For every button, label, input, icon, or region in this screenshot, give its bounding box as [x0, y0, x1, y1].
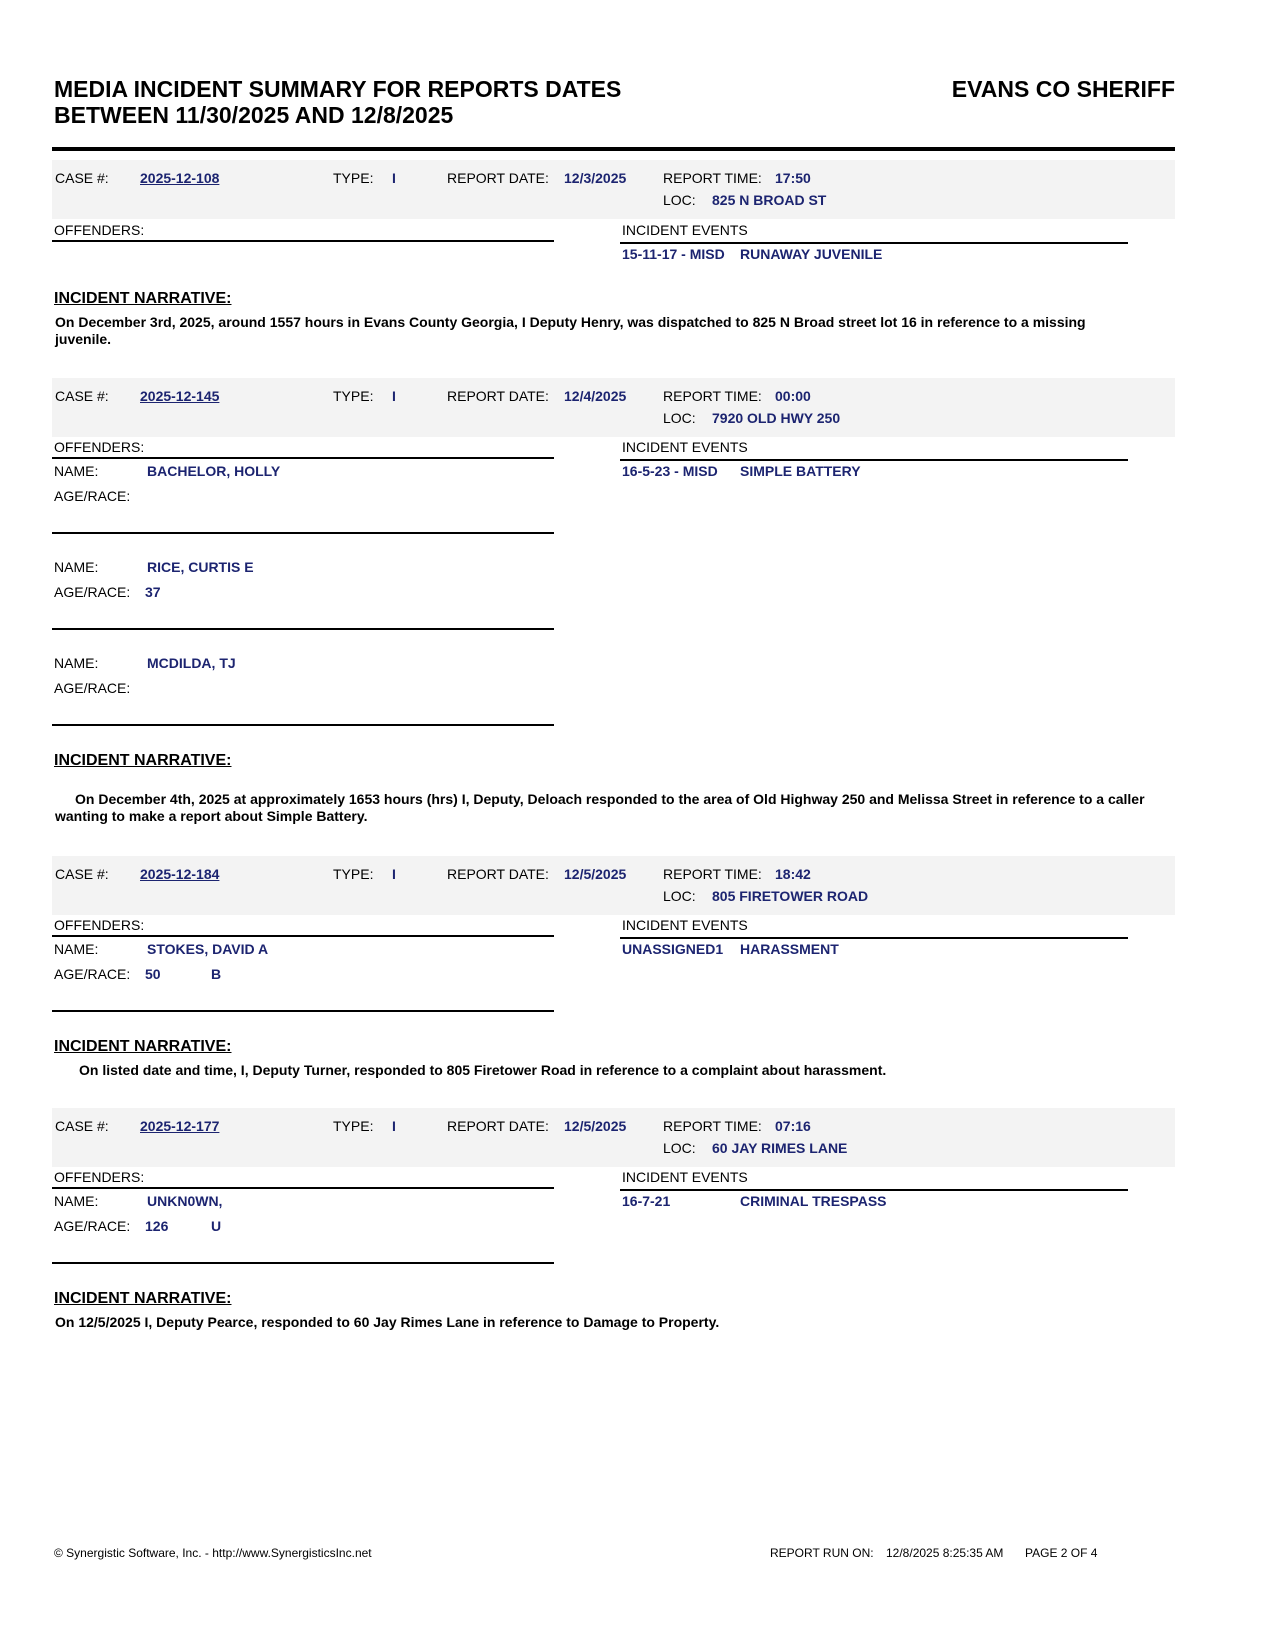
report-date-value: 12/5/2025	[564, 866, 627, 882]
offenders-rule	[52, 457, 554, 459]
event-description: RUNAWAY JUVENILE	[740, 246, 883, 262]
events-rule	[620, 1189, 1128, 1191]
case-number-label: CASE #:	[55, 170, 109, 186]
report-date-label: REPORT DATE:	[447, 866, 549, 882]
narrative-text: On December 4th, 2025 at approximately 1653 hours (hrs) I, Deputy, Deloach responded to the area of Old Highway 250 and Melissa Street in reference to a caller wanting to make a report about Simple Battery.	[55, 791, 1145, 824]
narrative-heading: INCIDENT NARRATIVE:	[54, 290, 232, 307]
offender-rule	[52, 628, 554, 630]
report-time-value: 07:16	[775, 1118, 811, 1134]
offenders-label: OFFENDERS:	[54, 439, 145, 455]
event-code: 16-5-23 - MISD	[622, 463, 718, 479]
report-date-value: 12/5/2025	[564, 1118, 627, 1134]
event-code: 15-11-17 - MISD	[622, 246, 725, 262]
offenders-rule	[52, 1187, 554, 1189]
offenders-label: OFFENDERS:	[54, 917, 145, 933]
narrative-heading: INCIDENT NARRATIVE:	[54, 752, 232, 769]
offender-name-label: NAME:	[54, 463, 99, 479]
offender-rule	[52, 1262, 554, 1264]
offenders-label: OFFENDERS:	[54, 222, 145, 238]
incident-events-label: INCIDENT EVENTS	[622, 917, 748, 933]
type-value: I	[392, 388, 396, 404]
report-time-label: REPORT TIME:	[663, 388, 762, 404]
offender-rule	[52, 532, 554, 534]
type-value: I	[392, 866, 396, 882]
report-title-line1: MEDIA INCIDENT SUMMARY FOR REPORTS DATES	[54, 76, 622, 102]
incident-events-label: INCIDENT EVENTS	[622, 439, 748, 455]
type-label: TYPE:	[333, 1118, 374, 1134]
offender-age-race-label: AGE/RACE:	[54, 584, 131, 600]
location-label: LOC:	[663, 192, 696, 208]
offenders-label: OFFENDERS:	[54, 1169, 145, 1185]
offender-race: U	[211, 1218, 222, 1234]
case-header-band	[52, 856, 1175, 915]
case-number-link[interactable]: 2025-12-145	[140, 388, 220, 404]
case-header-band	[52, 160, 1175, 219]
location-label: LOC:	[663, 410, 696, 426]
case-number-label: CASE #:	[55, 1118, 109, 1134]
incident-events-label: INCIDENT EVENTS	[622, 222, 748, 238]
event-code: 16-7-21	[622, 1193, 671, 1209]
header-rule	[52, 147, 1175, 151]
report-date-value: 12/4/2025	[564, 388, 627, 404]
location-value: 825 N BROAD ST	[712, 192, 827, 208]
offender-name-label: NAME:	[54, 941, 99, 957]
report-time-value: 18:42	[775, 866, 811, 882]
events-rule	[620, 242, 1128, 244]
offender-age-race-label: AGE/RACE:	[54, 680, 131, 696]
report-time-value: 17:50	[775, 170, 811, 186]
report-time-label: REPORT TIME:	[663, 170, 762, 186]
type-value: I	[392, 1118, 396, 1134]
offender-name: BACHELOR, HOLLY	[147, 463, 281, 479]
copyright-text: © Synergistic Software, Inc. - http://www.SynergisticsInc.net	[54, 1546, 372, 1560]
offender-name: STOKES, DAVID A	[147, 941, 269, 957]
events-rule	[620, 459, 1128, 461]
offender-name-label: NAME:	[54, 655, 99, 671]
type-label: TYPE:	[333, 388, 374, 404]
events-rule	[620, 937, 1128, 939]
report-run-value: 12/8/2025 8:25:35 AM	[886, 1546, 1004, 1560]
offender-age-race-label: AGE/RACE:	[54, 966, 131, 982]
type-label: TYPE:	[333, 866, 374, 882]
case-header-band	[52, 1108, 1175, 1167]
narrative-heading: INCIDENT NARRATIVE:	[54, 1038, 232, 1055]
event-description: CRIMINAL TRESPASS	[740, 1193, 887, 1209]
report-date-label: REPORT DATE:	[447, 1118, 549, 1134]
offender-rule	[52, 1010, 554, 1012]
offender-age: 50	[145, 966, 161, 982]
offenders-rule	[52, 935, 554, 937]
offender-rule	[52, 724, 554, 726]
case-header-band	[52, 378, 1175, 437]
offender-age-race-label: AGE/RACE:	[54, 1218, 131, 1234]
offender-name: UNKN0WN,	[147, 1193, 223, 1209]
page-number: PAGE 2 OF 4	[1025, 1546, 1098, 1560]
report-date-label: REPORT DATE:	[447, 170, 549, 186]
offender-name: MCDILDA, TJ	[147, 655, 236, 671]
case-number-label: CASE #:	[55, 388, 109, 404]
location-value: 805 FIRETOWER ROAD	[712, 888, 869, 904]
report-time-value: 00:00	[775, 388, 811, 404]
offender-name-label: NAME:	[54, 559, 99, 575]
narrative-text: On listed date and time, I, Deputy Turner, responded to 805 Firetower Road in reference to a complaint about harassment.	[79, 1062, 887, 1078]
offender-age: 126	[145, 1218, 169, 1234]
location-value: 60 JAY RIMES LANE	[712, 1140, 848, 1156]
case-number-link[interactable]: 2025-12-108	[140, 170, 220, 186]
offender-name-label: NAME:	[54, 1193, 99, 1209]
case-number-link[interactable]: 2025-12-177	[140, 1118, 220, 1134]
offenders-rule	[52, 240, 554, 242]
type-label: TYPE:	[333, 170, 374, 186]
offender-race: B	[211, 966, 222, 982]
narrative-text: On 12/5/2025 I, Deputy Pearce, responded to 60 Jay Rimes Lane in reference to Damage to Property.	[55, 1314, 720, 1330]
narrative-text: On December 3rd, 2025, around 1557 hours in Evans County Georgia, I Deputy Henry, was dispatched to 825 N Broad street lot 16 in reference to a missing juvenile.	[55, 314, 1086, 347]
incident-events-label: INCIDENT EVENTS	[622, 1169, 748, 1185]
narrative-heading: INCIDENT NARRATIVE:	[54, 1290, 232, 1307]
offender-name: RICE, CURTIS E	[147, 559, 254, 575]
agency-name: EVANS CO SHERIFF	[951, 76, 1175, 102]
event-description: HARASSMENT	[740, 941, 839, 957]
report-date-label: REPORT DATE:	[447, 388, 549, 404]
case-number-link[interactable]: 2025-12-184	[140, 866, 220, 882]
report-time-label: REPORT TIME:	[663, 866, 762, 882]
offender-age-race-label: AGE/RACE:	[54, 488, 131, 504]
report-date-value: 12/3/2025	[564, 170, 627, 186]
report-title-line2: BETWEEN 11/30/2025 AND 12/8/2025	[54, 102, 454, 128]
location-value: 7920 OLD HWY 250	[712, 410, 841, 426]
case-number-label: CASE #:	[55, 866, 109, 882]
report-time-label: REPORT TIME:	[663, 1118, 762, 1134]
report-run-label: REPORT RUN ON:	[770, 1546, 874, 1560]
event-code: UNASSIGNED1	[622, 941, 724, 957]
type-value: I	[392, 170, 396, 186]
offender-age: 37	[145, 584, 161, 600]
event-description: SIMPLE BATTERY	[740, 463, 861, 479]
location-label: LOC:	[663, 888, 696, 904]
location-label: LOC:	[663, 1140, 696, 1156]
